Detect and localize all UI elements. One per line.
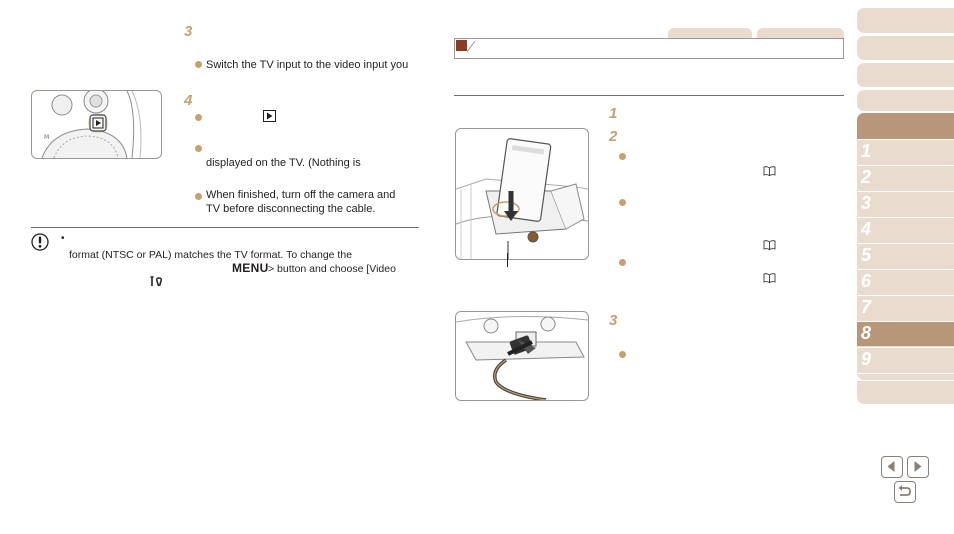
- sidebar-chapter-6[interactable]: 6: [857, 269, 954, 294]
- step4-bullet3-line2: TV before disconnecting the cable.: [206, 203, 376, 215]
- sidebar-appendix[interactable]: [857, 373, 954, 380]
- sidebar-tab-basic[interactable]: [857, 63, 954, 87]
- sidebar-chapter-9[interactable]: 9: [857, 347, 954, 372]
- bullet-dot: [195, 114, 202, 121]
- sidebar-tab-index[interactable]: [857, 380, 954, 404]
- menu-button-label: MENU: [232, 261, 269, 275]
- sidebar-chapter-list: [857, 113, 954, 380]
- bullet-dot: [195, 61, 202, 68]
- step4-bullet2-line2: displayed on the TV. (Nothing is: [206, 157, 361, 169]
- sidebar-chapter-8[interactable]: 8: [857, 321, 954, 346]
- sidebar-chapter-1[interactable]: 1: [857, 139, 954, 164]
- sidebar-chapter-7[interactable]: 7: [857, 295, 954, 320]
- return-button[interactable]: [894, 481, 916, 503]
- bullet-dot: [195, 145, 202, 152]
- sidebar-chapter-header: [857, 113, 954, 139]
- header-tab: [668, 28, 752, 38]
- page-reference-book-icon: [763, 273, 776, 283]
- divider: [31, 227, 419, 228]
- divider: [454, 95, 844, 96]
- caution-line2: format (NTSC or PAL) matches the TV format. To change the: [69, 249, 353, 261]
- setup-tools-icon: [150, 274, 162, 285]
- bullet-dot: [619, 351, 626, 358]
- bullet-dot: [619, 259, 626, 266]
- callout-line: [507, 253, 508, 267]
- sidebar-chapter-3[interactable]: 3: [857, 191, 954, 216]
- step3-instruction: Switch the TV input to the video input you: [206, 59, 409, 71]
- page-reference-book-icon: [763, 240, 776, 250]
- right-step-3-number: 3: [609, 312, 618, 329]
- sidebar-chapter-2[interactable]: 2: [857, 165, 954, 190]
- triangle-left-icon: [882, 457, 901, 476]
- play-icon: [263, 110, 276, 122]
- camera-playback-button-image: [31, 90, 162, 159]
- section-marker-square: [456, 40, 467, 51]
- left-step-4-number: 4: [184, 92, 193, 109]
- bullet-dot: [619, 199, 626, 206]
- left-step-3-number: 3: [184, 23, 193, 40]
- sidebar-chapter-4[interactable]: 4: [857, 217, 954, 242]
- caution-icon: [31, 233, 49, 251]
- sidebar-chapter-5[interactable]: 5: [857, 243, 954, 268]
- right-step-1-number: 1: [609, 105, 618, 122]
- page-reference-book-icon: [763, 166, 776, 176]
- sidebar-tab-contents[interactable]: [857, 36, 954, 60]
- return-arrow-icon: [895, 482, 914, 501]
- caution-bullet: •: [61, 233, 65, 244]
- sidebar-tab-advanced[interactable]: [857, 90, 954, 111]
- battery-compartment-image: [455, 128, 589, 260]
- bullet-dot: [195, 193, 202, 200]
- previous-page-button[interactable]: [881, 456, 903, 478]
- triangle-right-icon: [908, 457, 927, 476]
- next-page-button[interactable]: [907, 456, 929, 478]
- right-step-2-number: 2: [609, 128, 618, 145]
- step4-bullet3-line1: When finished, turn off the camera and: [206, 189, 396, 201]
- av-cable-connection-image: [455, 311, 589, 401]
- sidebar-tab-cover[interactable]: [857, 8, 954, 33]
- bullet-dot: [619, 153, 626, 160]
- svg-text:M: M: [44, 134, 50, 141]
- header-tab: [757, 28, 844, 38]
- caution-line3: > button and choose [Video: [268, 263, 396, 275]
- section-header-bar: [454, 38, 844, 59]
